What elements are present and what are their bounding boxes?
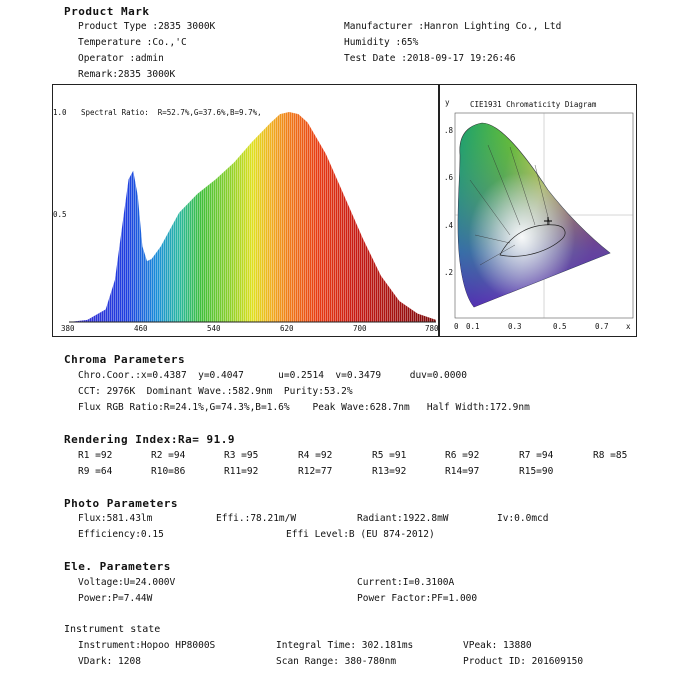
cie-plot — [440, 85, 638, 338]
spectrum-x-tick-540: 540 — [207, 324, 221, 333]
cie-y-tick-0.4: .4 — [444, 221, 454, 230]
current: Current:I=0.3100A — [357, 577, 455, 588]
r-value: R13=92 — [372, 466, 407, 477]
cie-y-tick-0.2: .2 — [444, 268, 454, 277]
cie-y-label: y — [445, 98, 450, 107]
efficiency-level: Effi Level:B (EU 874-2012) — [286, 529, 435, 540]
spectrum-y-tick-0.5: 0.5 — [53, 210, 67, 219]
cie-title: CIE1931 Chromaticity Diagram — [470, 100, 597, 109]
chroma-title: Chroma Parameters — [64, 353, 186, 366]
spectrum-y-tick-1: 1.0 — [53, 108, 67, 117]
radiant: Radiant:1922.8mW — [357, 513, 449, 524]
cie-y-tick-0.6: .6 — [444, 173, 454, 182]
flux: Flux:581.43lm — [78, 513, 153, 524]
product-id: Product ID: 201609150 — [463, 656, 584, 667]
r-value: R15=90 — [519, 466, 554, 477]
manufacturer: Manufacturer :Hanron Lighting Co., Ltd — [344, 21, 562, 32]
temperature: Temperature :Co.,'C — [78, 37, 187, 48]
cie-chart — [439, 84, 637, 337]
scan-range: Scan Range: 380-780nm — [276, 656, 397, 667]
r-value: R5 =91 — [372, 450, 407, 461]
cie-y-tick-0.8: .8 — [444, 126, 454, 135]
spectrum-x-tick-700: 700 — [353, 324, 367, 333]
chroma-cct: CCT: 2976K Dominant Wave.:582.9nm Purity:53.2% — [78, 386, 353, 397]
cie-x-tick-0.5: 0.5 — [553, 322, 567, 331]
r-value: R12=77 — [298, 466, 333, 477]
efficacy: Effi.:78.21m/W — [216, 513, 297, 524]
spectrum-x-tick-620: 620 — [280, 324, 294, 333]
operator: Operator :admin — [78, 53, 164, 64]
r-value: R1 =92 — [78, 450, 113, 461]
cie-x-tick-0.7: 0.7 — [595, 322, 609, 331]
electrical-title: Ele. Parameters — [64, 560, 171, 573]
integral-time: Integral Time: 302.181ms — [276, 640, 414, 651]
r-value: R11=92 — [224, 466, 259, 477]
cie-x-tick-0.3: 0.3 — [508, 322, 522, 331]
remark: Remark:2835 3000K — [78, 69, 176, 80]
spectrum-x-tick-380: 380 — [61, 324, 75, 333]
r-value: R7 =94 — [519, 450, 554, 461]
r-value: R2 =94 — [151, 450, 186, 461]
r-value: R9 =64 — [78, 466, 113, 477]
spectrum-plot — [53, 85, 440, 338]
cie-x-tick-0.1: 0.1 — [466, 322, 480, 331]
test-date: Test Date :2018-09-17 19:26:46 — [344, 53, 516, 64]
chroma-flux-rgb: Flux RGB Ratio:R=24.1%,G=74.3%,B=1.6% Peak Wave:628.7nm Half Width:172.9nm — [78, 402, 530, 413]
product-type: Product Type :2835 3000K — [78, 21, 216, 32]
cie-x-label: x — [626, 322, 631, 331]
r-value: R14=97 — [445, 466, 480, 477]
r-value: R8 =85 — [593, 450, 628, 461]
instrument-name: Instrument:Hopoo HP8000S — [78, 640, 216, 651]
power-factor: Power Factor:PF=1.000 — [357, 593, 478, 604]
photo-title: Photo Parameters — [64, 497, 178, 510]
power: Power:P=7.44W — [78, 593, 153, 604]
product-mark-title: Product Mark — [64, 5, 150, 18]
spectrum-x-tick-780: 780 — [425, 324, 439, 333]
r-value: R4 =92 — [298, 450, 333, 461]
humidity: Humidity :65% — [344, 37, 419, 48]
spectral-ratio: Spectral Ratio: R=52.7%,G=37.6%,B=9.7%, — [81, 108, 262, 117]
vpeak: VPeak: 13880 — [463, 640, 532, 651]
voltage: Voltage:U=24.000V — [78, 577, 176, 588]
instrument-title: Instrument state — [64, 624, 161, 635]
chroma-coordinates: Chro.Coor.:x=0.4387 y=0.4047 u=0.2514 v=0.3479 duv=0.0000 — [78, 370, 467, 381]
rendering-title: Rendering Index:Ra= 91.9 — [64, 433, 235, 446]
cie-x-tick-0: 0 — [454, 322, 459, 331]
efficiency: Efficiency:0.15 — [78, 529, 164, 540]
r-value: R6 =92 — [445, 450, 480, 461]
spectrum-chart — [52, 84, 439, 337]
vdark: VDark: 1208 — [78, 656, 141, 667]
r-value: R3 =95 — [224, 450, 259, 461]
spectrum-x-tick-460: 460 — [134, 324, 148, 333]
spectrum-hatch — [69, 112, 436, 322]
r-value: R10=86 — [151, 466, 186, 477]
luminous-intensity: Iv:0.0mcd — [497, 513, 549, 524]
